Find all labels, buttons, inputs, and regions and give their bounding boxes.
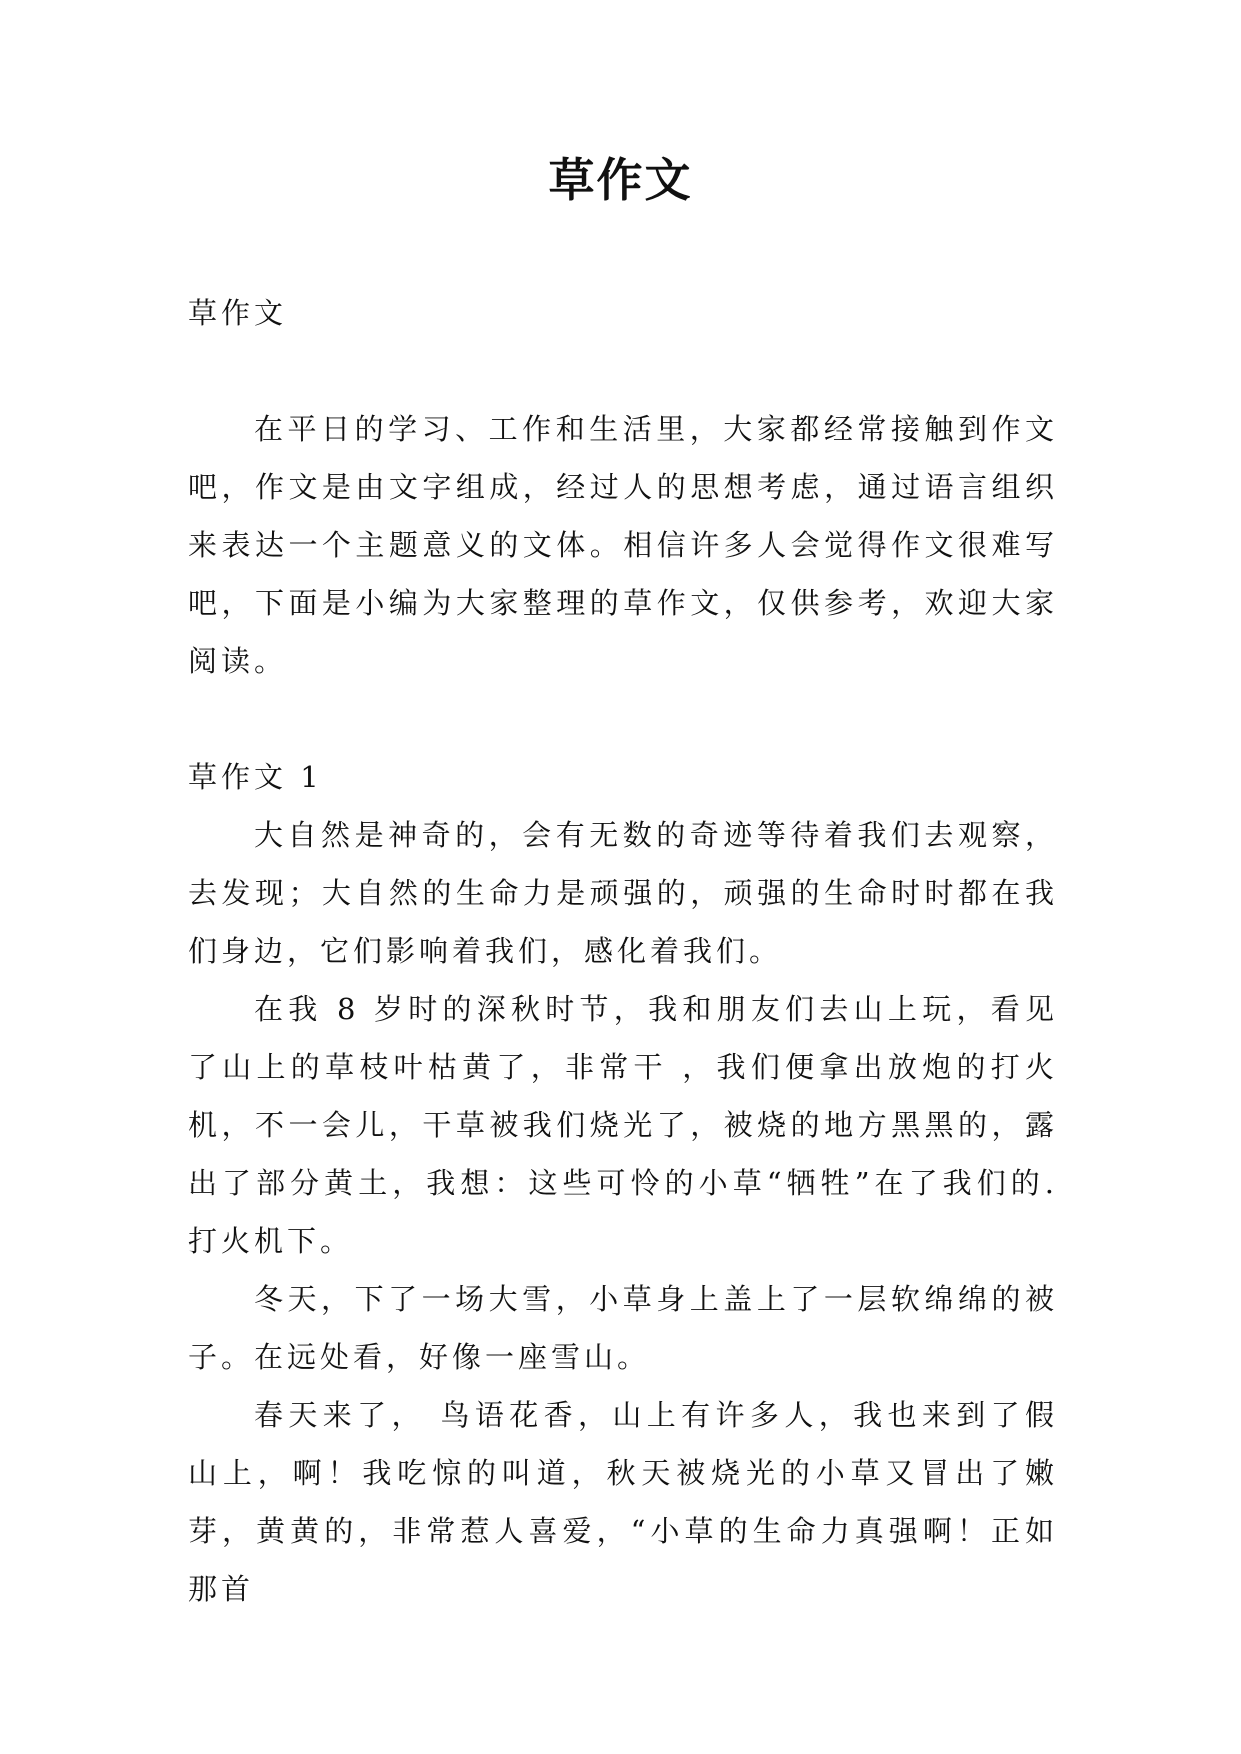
body-paragraph-2: 在我 8 岁时的深秋时节，我和朋友们去山上玩，看见了山上的草枝叶枯黄了，非常干 ，我们便拿出放炮的打火机，不一会儿，干草被我们烧光了，被烧的地方黑黑的，露出了部分黄土，我想：这些可怜的小草“牺牲”在了我们的.打火机下。: [188, 992, 1058, 1258]
spacer: [188, 342, 1058, 400]
body-paragraph-1: 大自然是神奇的，会有无数的奇迹等待着我们去观察，去发现；大自然的生命力是顽强的，顽强的生命时时都在我们身边，它们影响着我们，感化着我们。: [188, 818, 1058, 968]
document-subtitle: 草作文: [188, 296, 288, 330]
document-body: [188, 284, 1058, 1618]
body-paragraph-4: 春天来了， 鸟语花香，山上有许多人，我也来到了假山上，啊！我吃惊的叫道，秋天被烧光的小草又冒出了嫩芽，黄黄的，非常惹人喜爱，“小草的生命力真强啊！正如那首: [188, 1398, 1058, 1606]
intro-paragraph: 在平日的学习、工作和生活里，大家都经常接触到作文吧，作文是由文字组成，经过人的思想考虑，通过语言组织来表达一个主题意义的文体。相信许多人会觉得作文很难写吧，下面是小编为大家整理的草作文，仅供参考，欢迎大家阅读。: [188, 412, 1058, 678]
section-heading: 草作文 1: [188, 760, 323, 794]
body-paragraph-3: 冬天，下了一场大雪，小草身上盖上了一层软绵绵的被子。在远处看，好像一座雪山。: [188, 1282, 1058, 1374]
spacer: [188, 690, 1058, 748]
document-title: 草作文: [548, 153, 693, 207]
